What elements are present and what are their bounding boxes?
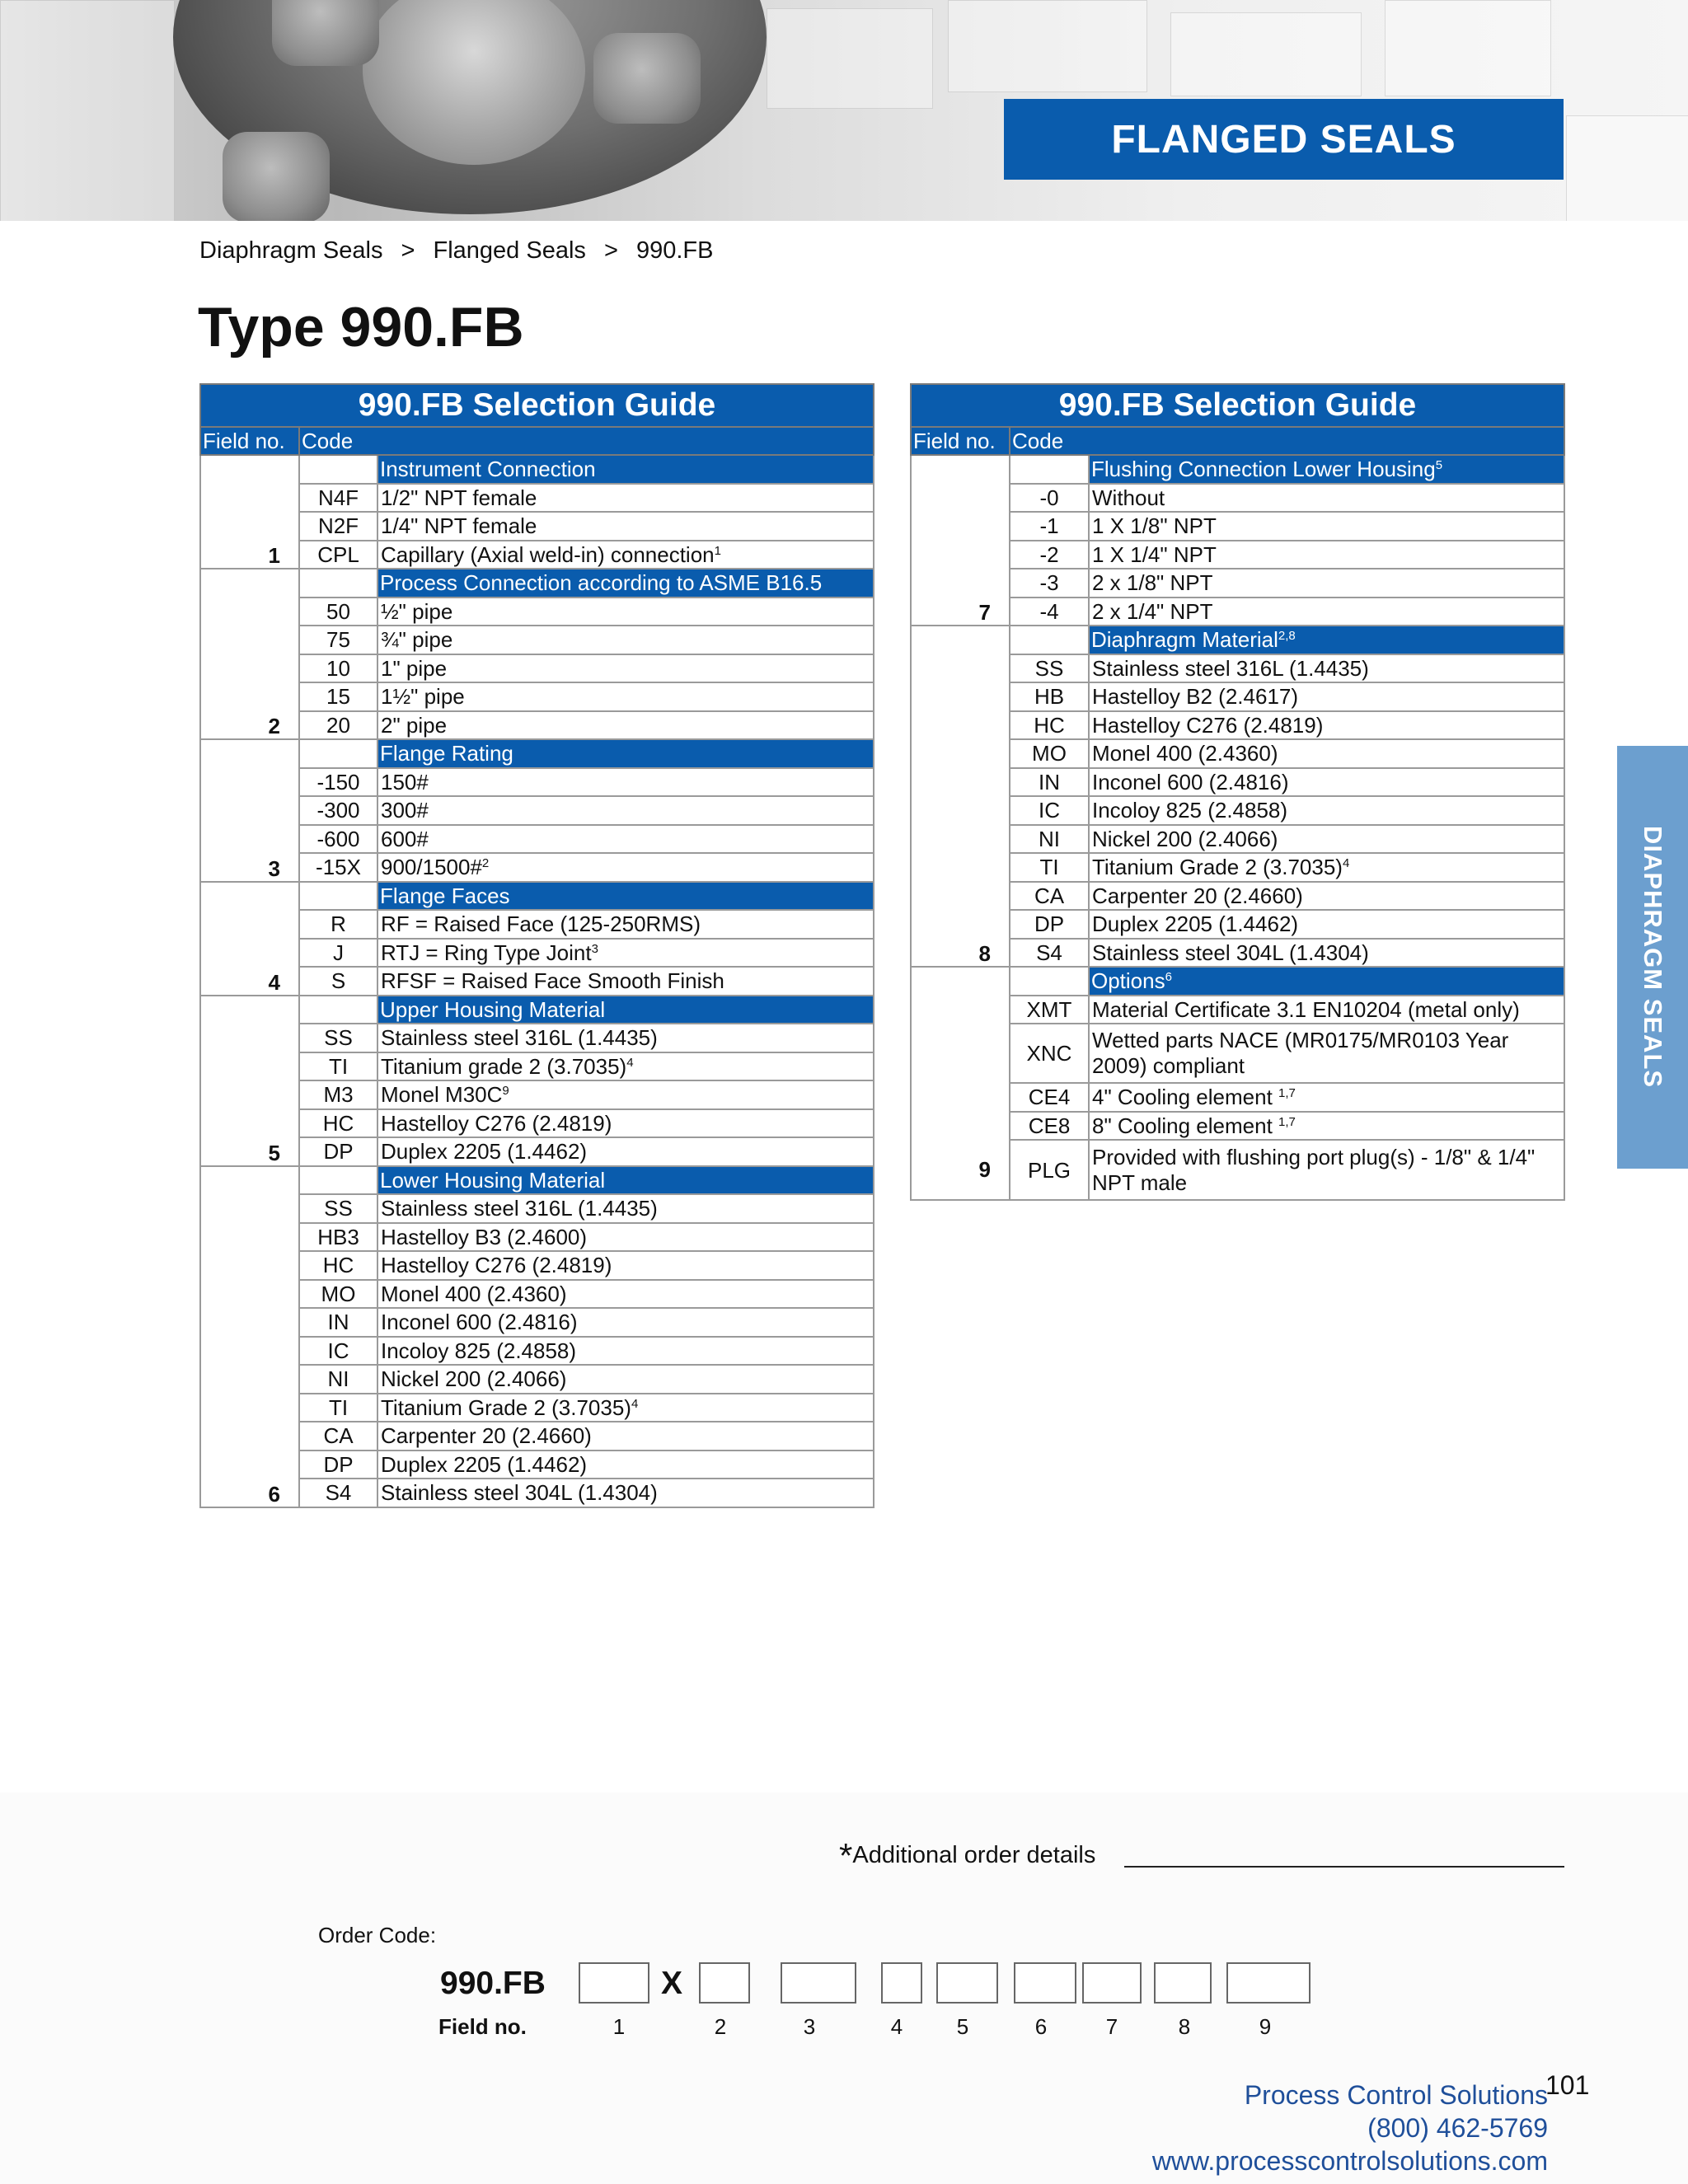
table-row: -3 2 x 1/8" NPT (911, 569, 1564, 598)
table-row: CE4 4" Cooling element $^{1,7}$ (911, 1083, 1564, 1112)
section-header: Flange Rating (377, 739, 874, 768)
table-row: SS Stainless steel 316L (1.4435) (200, 1024, 874, 1052)
table-row: 8 S4 Stainless steel 304L (1.4304) (911, 939, 1564, 968)
order-field-box-9[interactable] (1226, 1962, 1311, 2004)
order-field-box-3[interactable] (781, 1962, 856, 2004)
table-row: 5 DP Duplex 2205 (1.4462) (200, 1137, 874, 1166)
table-row: 2 20 2" pipe (200, 711, 874, 740)
table-row: IC Incoloy 825 (2.4858) (911, 796, 1564, 825)
order-field-box-5[interactable] (936, 1962, 998, 2004)
breadcrumb-separator: > (603, 237, 618, 264)
table-row: CA Carpenter 20 (2.4660) (911, 882, 1564, 911)
field-number: 8 (911, 939, 1010, 968)
order-field-box-2[interactable] (699, 1962, 750, 2004)
table-row: XNC Wetted parts NACE (MR0175/MR0103 Year 2009) compliant (911, 1024, 1564, 1083)
order-field-box-8[interactable] (1154, 1962, 1212, 2004)
side-section-tab[interactable] (1617, 746, 1688, 1169)
table-row: TI Titanium Grade 2 $(3.7035)^4$ (200, 1394, 874, 1422)
table-row: IN Inconel 600 (2.4816) (911, 768, 1564, 797)
col-header-code: Code (1010, 427, 1564, 455)
table-row: -2 1 X 1/4" NPT (911, 541, 1564, 569)
table-row: 15 1½" pipe (200, 682, 874, 711)
order-field-box-4[interactable] (881, 1962, 922, 2004)
table-row: HB3 Hastelloy B3 (2.4600) (200, 1223, 874, 1252)
company-contact (1152, 2079, 1548, 2177)
selection-guide-right (910, 383, 1565, 1201)
field-number-label: 3 (803, 2014, 816, 2039)
section-header: Lower Housing Material (377, 1166, 874, 1195)
table-row: MO Monel 400 (2.4360) (200, 1280, 874, 1309)
section-header: Flushing Connection Lower Housing$^5$ (1089, 455, 1564, 484)
table-row: -300 300# (200, 796, 874, 825)
order-field-box-7[interactable] (1082, 1962, 1142, 2004)
table-row: HC Hastelloy C276 (2.4819) (200, 1109, 874, 1138)
field-number-label: 1 (612, 2014, 626, 2039)
additional-order-details: *Additional order details (839, 1836, 1096, 1875)
side-tab-label: DIAPHRAGM SEALS (1639, 825, 1667, 1089)
table-row: IN Inconel 600 (2.4816) (200, 1308, 874, 1337)
table-row: -1 1 X 1/8" NPT (911, 512, 1564, 541)
table-row: N4F 1/2" NPT female (200, 484, 874, 513)
table-title: 990.FB Selection Guide (911, 384, 1564, 427)
col-header-code: Code (299, 427, 874, 455)
field-number: 3 (200, 853, 299, 882)
breadcrumb-item[interactable]: Diaphragm Seals (199, 237, 383, 264)
field-number: 5 (200, 1137, 299, 1166)
page-title: Type 990.FB (198, 296, 524, 359)
order-x-separator: X (661, 1966, 683, 2001)
table-row: -600 600# (200, 825, 874, 854)
field-number: 1 (200, 541, 299, 569)
table-row: M3 Monel $M30C^9$ (200, 1080, 874, 1109)
breadcrumb-item[interactable]: Flanged Seals (433, 237, 586, 264)
field-number-label: 7 (1105, 2014, 1118, 2039)
field-number-label: 5 (956, 2014, 969, 2039)
table-row: -150 150# (200, 768, 874, 797)
field-number-label: 6 (1034, 2014, 1048, 2039)
company-url[interactable]: www.processcontrolsolutions.com (1151, 2146, 1548, 2176)
field-number: 7 (911, 598, 1010, 626)
breadcrumb-item-current: 990.FB (635, 237, 714, 264)
company-name: Process Control Solutions (1244, 2080, 1548, 2110)
order-code-label: Order Code: (318, 1923, 437, 1947)
field-no-label: Field no. (438, 2014, 527, 2039)
table-row: 4 S RFSF = Raised Face Smooth Finish (200, 967, 874, 996)
breadcrumb-separator: > (401, 237, 415, 264)
selection-guide-left (199, 383, 874, 1508)
table-row: IC Incoloy 825 (2.4858) (200, 1337, 874, 1366)
table-row: 10 1" pipe (200, 654, 874, 683)
table-row: 7 -4 2 x 1/4" NPT (911, 598, 1564, 626)
table-row: 3 -15X 900/1500#$^2$ (200, 853, 874, 882)
field-number-label: 4 (890, 2014, 903, 2039)
table-row: R RF = Raised Face (125-250RMS) (200, 910, 874, 939)
section-header: Process Connection according to ASME B16.5 (377, 569, 874, 598)
table-row: NI Nickel 200 (2.4066) (911, 825, 1564, 854)
company-phone[interactable]: (800) 462-5769 (1367, 2113, 1548, 2143)
table-row: CA Carpenter 20 (2.4660) (200, 1422, 874, 1451)
table-row: 9 PLG Provided with flushing port plug(s) - 1/8" & 1/4" NPT male (911, 1140, 1564, 1200)
section-header: Flange Faces (377, 882, 874, 911)
table-row: -0 Without (911, 484, 1564, 513)
table-row: HC Hastelloy C276 (2.4819) (200, 1251, 874, 1280)
additional-order-details-line[interactable] (1124, 1866, 1564, 1868)
field-number-label: 2 (714, 2014, 727, 2039)
table-title: 990.FB Selection Guide (200, 384, 874, 427)
order-field-box-6[interactable] (1014, 1962, 1076, 2004)
page-number: 101 (1545, 2070, 1590, 2100)
table-row: 6 S4 Stainless steel 304L (1.4304) (200, 1479, 874, 1507)
field-number-label: 8 (1178, 2014, 1191, 2039)
table-row: N2F 1/4" NPT female (200, 512, 874, 541)
col-header-field: Field no. (911, 427, 1010, 455)
table-row: DP Duplex 2205 (1.4462) (200, 1451, 874, 1479)
order-field-box-1[interactable] (579, 1962, 649, 2004)
order-model: 990.FB (440, 1966, 546, 2001)
table-row: SS Stainless steel 316L (1.4435) (200, 1194, 874, 1223)
table-row: HB Hastelloy B2 (2.4617) (911, 682, 1564, 711)
breadcrumb (199, 237, 724, 265)
table-row: MO Monel 400 (2.4360) (911, 739, 1564, 768)
field-number-label: 9 (1259, 2014, 1272, 2039)
table-row: TI Titanium Grade 2 $(3.7035)^4$ (911, 853, 1564, 882)
table-row: CE8 8" Cooling element $^{1,7}$ (911, 1112, 1564, 1141)
table-row: TI Titanium grade 2 $(3.7035)^4$ (200, 1052, 874, 1081)
field-number: 2 (200, 711, 299, 740)
field-number: 9 (911, 1140, 1010, 1200)
table-row: J RTJ = Ring Type Joint$^3$ (200, 939, 874, 968)
table-row: SS Stainless steel 316L (1.4435) (911, 654, 1564, 683)
table-row: XMT Material Certificate 3.1 EN10204 (metal only) (911, 996, 1564, 1024)
table-row: 75 ¾" pipe (200, 626, 874, 654)
table-row: HC Hastelloy C276 (2.4819) (911, 711, 1564, 740)
table-row: 50 ½" pipe (200, 598, 874, 626)
section-header: Instrument Connection (377, 455, 874, 484)
table-row: 1 CPL Capillary (Axial weld-in) connection$^1$ (200, 541, 874, 569)
section-banner-label: FLANGED SEALS (1004, 99, 1564, 180)
section-header: Upper Housing Material (377, 996, 874, 1024)
table-row: DP Duplex 2205 (1.4462) (911, 910, 1564, 939)
section-header: Diaphragm Material$^{2,8}$ (1089, 626, 1564, 654)
section-header: Options$^6$ (1089, 967, 1564, 996)
field-number: 4 (200, 967, 299, 996)
table-row: NI Nickel 200 (2.4066) (200, 1365, 874, 1394)
field-number: 6 (200, 1479, 299, 1507)
col-header-field: Field no. (200, 427, 299, 455)
